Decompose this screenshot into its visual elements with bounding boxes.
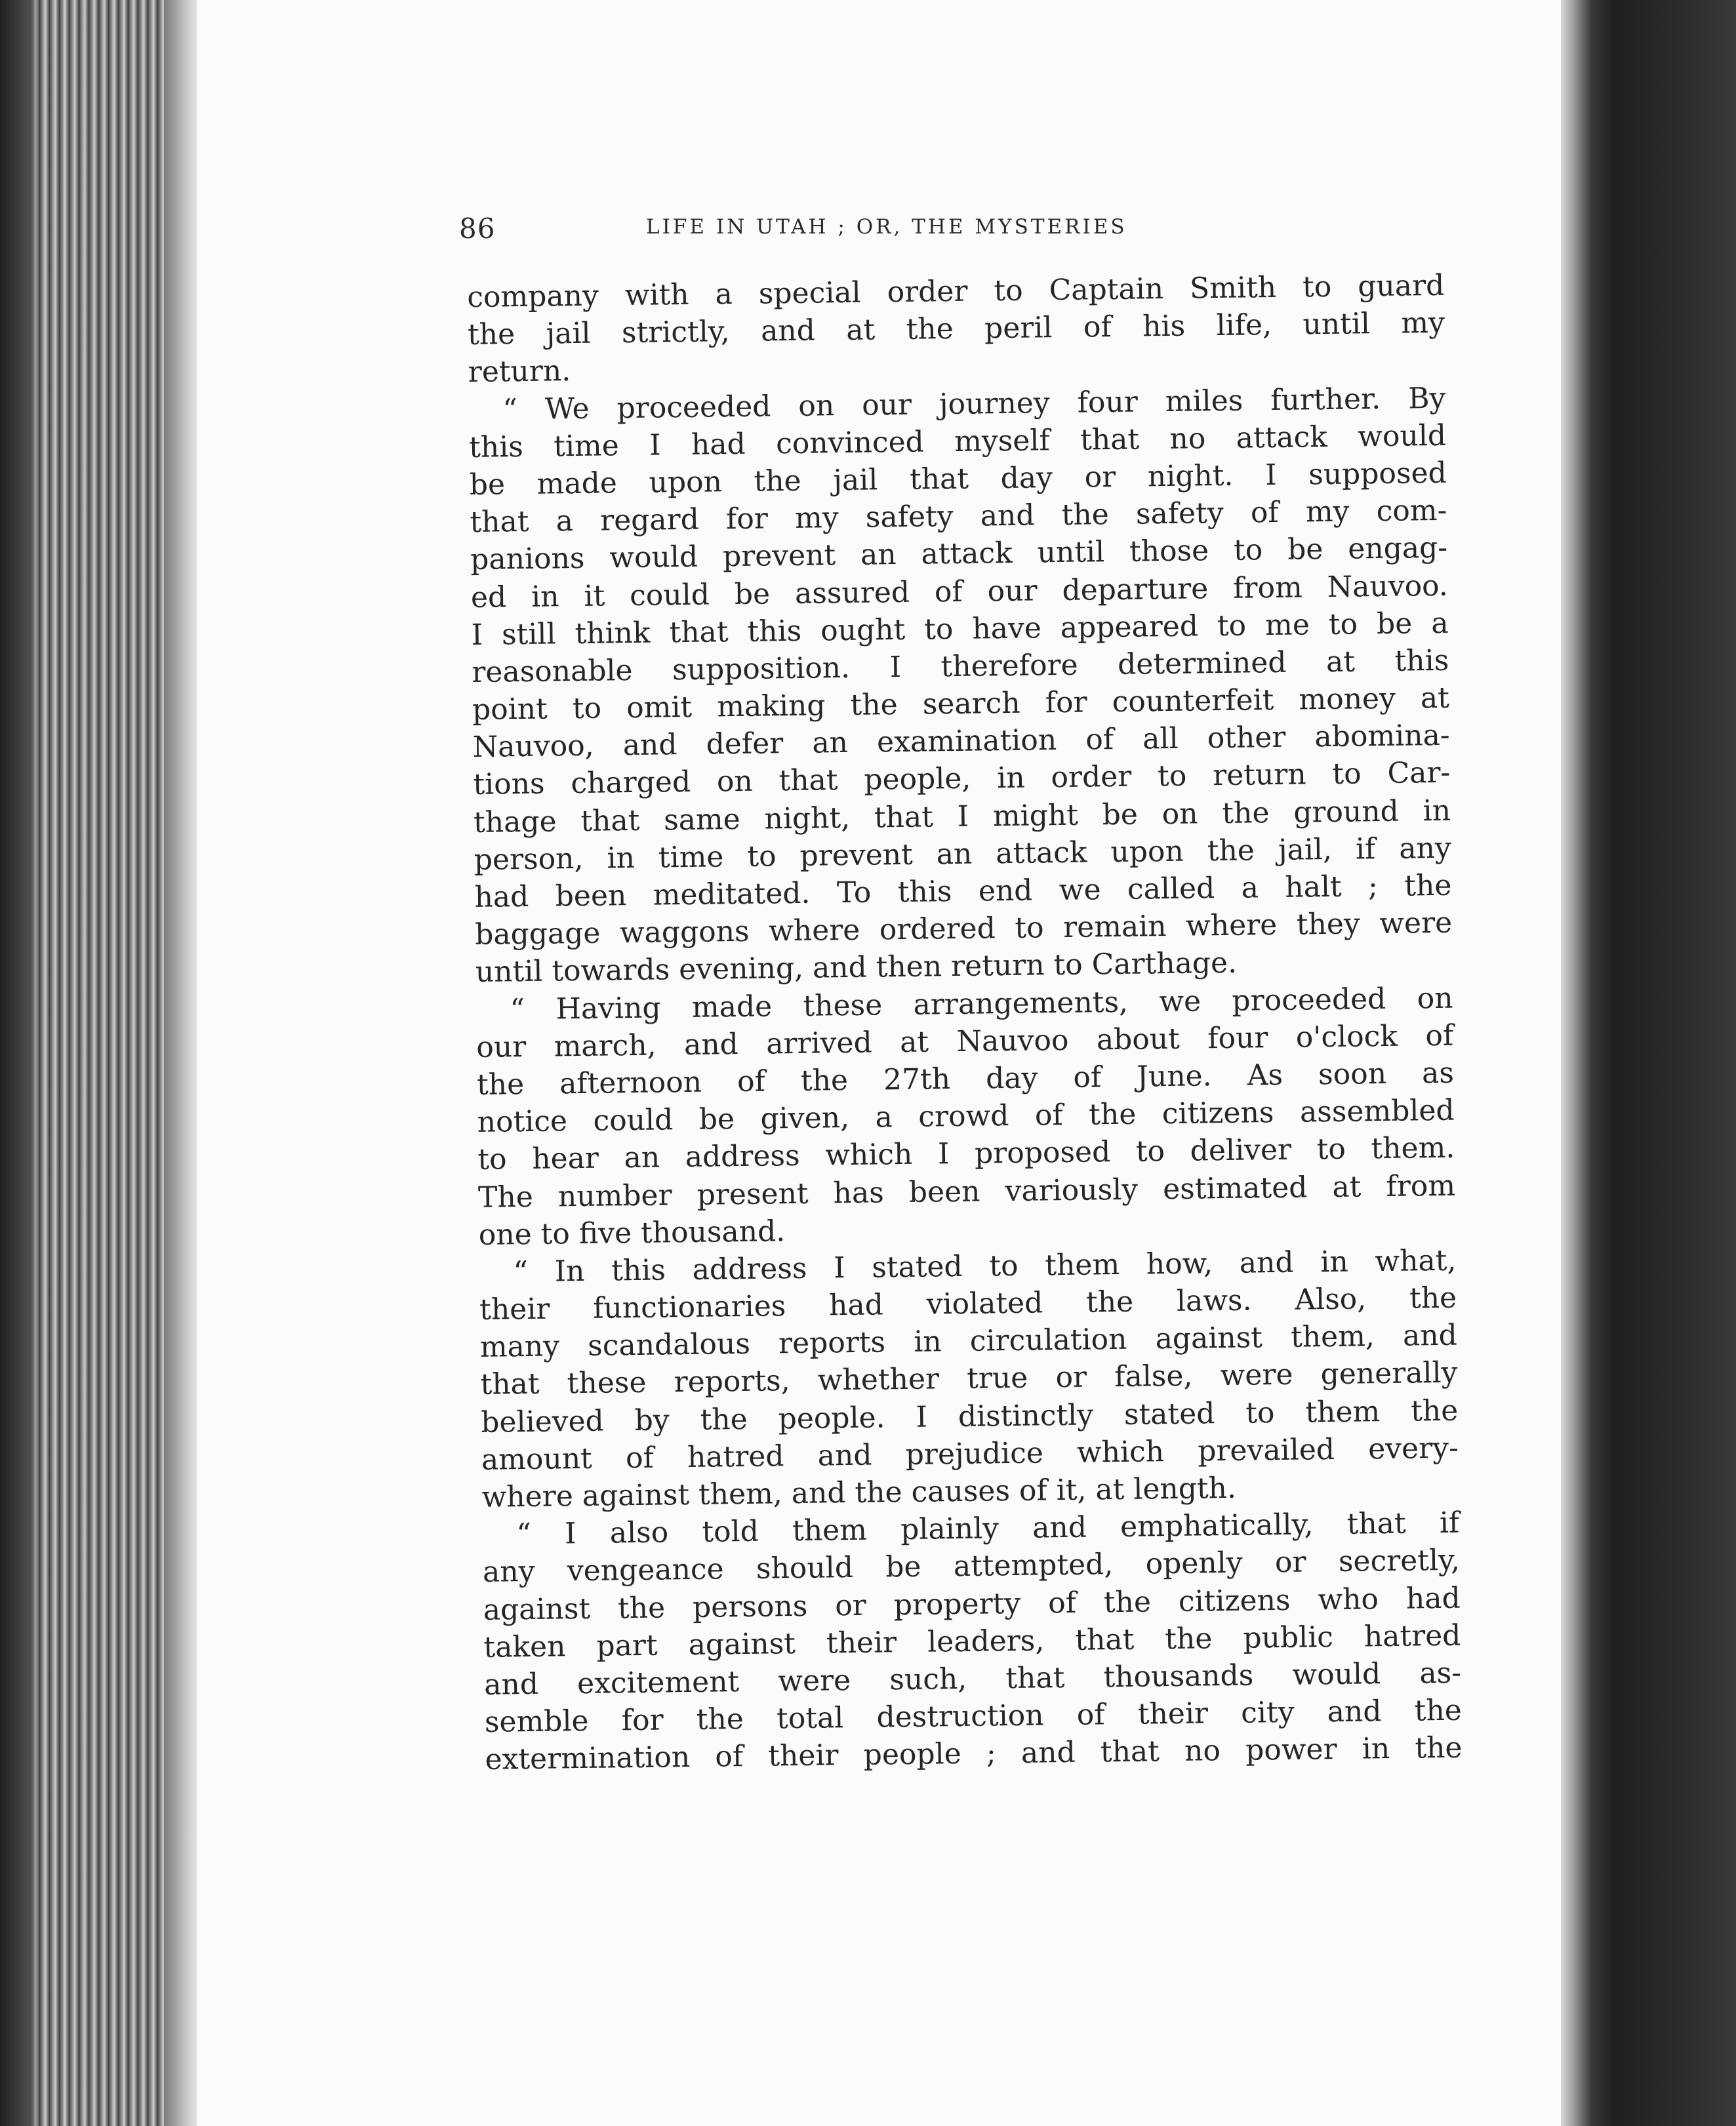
text-line: company with a special order to Captain Smith to guard <box>467 268 1445 314</box>
text-line: panions would prevent an attack until those to be engag- <box>470 531 1448 577</box>
text-line: notice could be given, a crowd of the citizens assembled <box>477 1093 1455 1140</box>
text-line: return. <box>468 354 571 390</box>
text-line: I still think that this ought to have appeared to me to be a <box>471 606 1449 652</box>
text-line: “ In this address I stated to them how, and in what, <box>513 1243 1457 1289</box>
text-line: had been meditated. To this end we called a halt ; the <box>474 868 1452 914</box>
text-line: our march, and arrived at Nauvoo about four o'clock of <box>476 1018 1454 1064</box>
text-line: be made upon the jail that day or night. I supposed <box>469 456 1447 502</box>
text-line: ed in it could be assured of our departure from Nauvoo. <box>470 569 1449 614</box>
text-line: reasonable supposition. I therefore determined at this <box>472 643 1449 689</box>
running-head-title: LIFE IN UTAH ; OR, THE MYSTERIES <box>646 215 1127 239</box>
text-line: The number present has been variously estimated at from <box>477 1169 1456 1214</box>
text-line: until towards evening, and then return to Carthage. <box>475 946 1238 990</box>
text-line: that a regard for my safety and the safety of my com- <box>470 493 1447 540</box>
text-line: against the persons or property of the citizens who had <box>483 1581 1461 1627</box>
text-line: that these reports, whether true or false, were generally <box>480 1356 1458 1402</box>
text-line: the jail strictly, and at the peril of his life, until my <box>467 306 1445 352</box>
text-line: amount of hatred and prejudice which prevailed every- <box>481 1431 1459 1477</box>
text-line: tions charged on that people, in order to return to Car- <box>473 756 1451 802</box>
text-line: to hear an address which I proposed to deliver to them. <box>477 1131 1455 1177</box>
text-line: taken part against their leaders, that the public hatred <box>483 1618 1461 1664</box>
text-line: extermination of their people ; and that no power in the <box>485 1731 1463 1777</box>
text-line: where against them, and the causes of it, at length. <box>481 1471 1237 1514</box>
page-number: 86 <box>459 212 496 245</box>
spine-shadow <box>0 0 39 2126</box>
text-line: person, in time to prevent an attack upon the jail, if any <box>474 831 1452 877</box>
text-line: “ Having made these arrangements, we proceeded on <box>510 981 1453 1026</box>
body-text <box>467 267 1463 1779</box>
text-line: believed by the people. I distinctly stated to them the <box>480 1394 1459 1439</box>
text-line: and excitement were such, that thousands would as- <box>483 1656 1462 1702</box>
text-line: their functionaries had violated the laws. Also, the <box>479 1281 1457 1327</box>
text-line: the afternoon of the 27th day of June. As soon as <box>476 1056 1455 1102</box>
text-line: this time I had convinced myself that no attack would <box>468 418 1447 464</box>
right-scan-edge <box>1561 0 1736 2126</box>
text-line: Nauvoo, and defer an examination of all other abomina- <box>472 718 1450 765</box>
text-line: “ We proceeded on our journey four miles further. By <box>502 381 1446 426</box>
running-head <box>459 210 1430 249</box>
text-line: thage that same night, that I might be on the ground in <box>473 793 1451 839</box>
text-line: baggage waggons where ordered to remain where they were <box>474 906 1453 952</box>
text-line: any vengeance should be attempted, openly or secretly, <box>482 1544 1461 1590</box>
text-line: point to omit making the search for counterfeit money at <box>472 681 1450 727</box>
text-line: “ I also told them plainly and emphatically, that if <box>516 1506 1460 1552</box>
text-line: one to five thousand. <box>478 1214 786 1252</box>
text-line: semble for the total destruction of their city and the <box>484 1693 1463 1739</box>
text-line: many scandalous reports in circulation against them, and <box>479 1318 1458 1365</box>
